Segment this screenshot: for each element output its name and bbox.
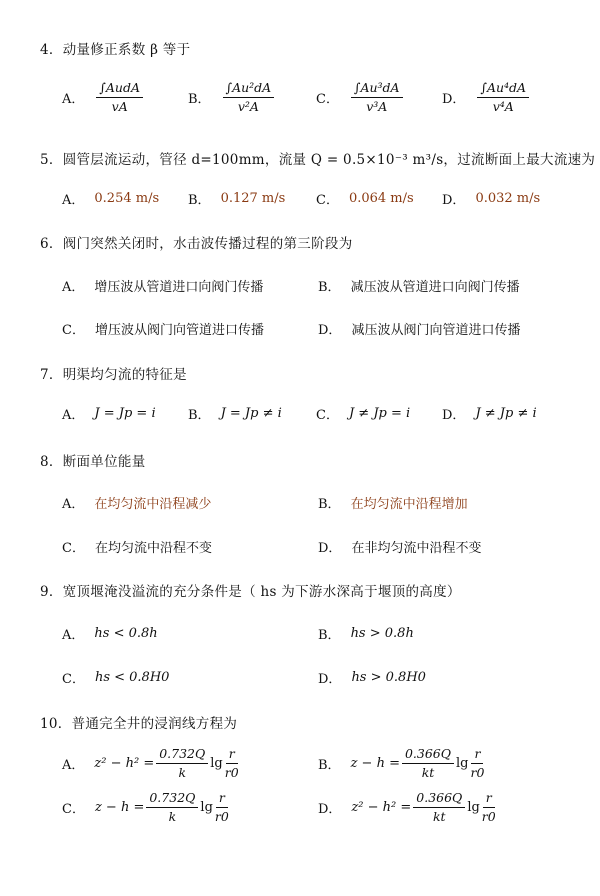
q7-option-b[interactable] (188, 404, 282, 423)
q6-option-c[interactable] (62, 319, 264, 338)
option-label: C． (316, 408, 339, 423)
q4-option-c[interactable] (316, 80, 405, 115)
option-label: B． (188, 92, 211, 107)
q5-option-c[interactable] (316, 189, 414, 208)
option-label: C． (316, 193, 339, 208)
q7-option-c[interactable] (316, 404, 410, 423)
option-formula: hs < 0.8H0 (94, 670, 170, 685)
formula-fraction: $\frac{\text{∫Au³dA}}{\text{v³A}}$ (351, 80, 403, 115)
option-label: A． (62, 497, 85, 512)
option-text: 0.127 m/s (220, 191, 286, 206)
formula-ratio: $\frac{r}{r0}$ (470, 746, 485, 780)
q5-option-b[interactable] (188, 189, 285, 208)
q9-option-b[interactable] (318, 624, 414, 643)
q6-option-a[interactable] (62, 276, 263, 295)
q8-option-b[interactable] (318, 493, 468, 512)
q6-option-d[interactable] (318, 319, 520, 338)
option-text: 减压波从管道进口向阀门传播 (350, 280, 520, 295)
option-label: B． (318, 758, 341, 773)
q10-option-d[interactable] (318, 790, 498, 825)
q6-option-b[interactable] (318, 276, 520, 295)
formula-lhs: z² − h² = (94, 756, 155, 771)
question-9-stem: 9．宽顶堰淹没溢流的充分条件是（ hs 为下游水深高于堰顶的高度） (40, 584, 461, 600)
option-label: A． (62, 280, 85, 295)
formula-fraction: $\frac{\text{∫Au²dA}}{\text{v²A}}$ (223, 80, 275, 115)
option-formula: J = Jp = i (94, 406, 156, 421)
option-label: D． (318, 672, 342, 687)
option-label: B． (318, 628, 341, 643)
formula-lhs: z² − h² = (351, 800, 412, 815)
option-label: D． (318, 541, 342, 556)
formula-fraction: $\frac{\text{∫AudA}}{vA}$ (96, 80, 143, 115)
question-10-stem: 10．普通完全井的浸润线方程为 (40, 716, 238, 732)
q10-option-c[interactable] (62, 790, 231, 825)
formula-ratio: $\frac{r}{r0}$ (481, 790, 496, 824)
option-text: 增压波从管道进口向阀门传播 (94, 280, 264, 295)
formula-lg: lg (467, 800, 480, 815)
option-text: 0.064 m/s (348, 191, 414, 206)
option-text: 增压波从阀门向管道进口传播 (94, 323, 264, 338)
q4-option-b[interactable] (188, 80, 276, 115)
q8-option-d[interactable] (318, 537, 481, 556)
option-text: 0.254 m/s (94, 191, 160, 206)
question-6-stem: 6．阀门突然关闭时，水击波传播过程的第三阶段为 (40, 236, 353, 252)
option-text: 在均匀流中沿程减少 (94, 497, 212, 512)
option-label: C． (316, 92, 339, 107)
formula-lg: lg (200, 800, 213, 815)
option-formula: hs > 0.8h (350, 626, 414, 641)
question-5-stem: 5．圆管层流运动，管径 d=100mm，流量 Q = 0.5×10⁻³ m³/s，过流断面上最大流速为 (40, 152, 596, 168)
option-label: B． (318, 280, 341, 295)
option-text: 在均匀流中沿程增加 (350, 497, 468, 512)
q10-option-b[interactable] (318, 746, 486, 781)
q8-option-c[interactable] (62, 537, 212, 556)
option-label: B． (188, 193, 211, 208)
option-label: D． (442, 408, 466, 423)
formula-fraction: $\frac{0.732Q}{k}$ (146, 790, 198, 825)
option-text: 在非均匀流中沿程不变 (351, 541, 482, 556)
q4-option-d[interactable] (442, 80, 531, 115)
q5-option-a[interactable] (62, 189, 159, 208)
option-formula: J ≠ Jp = i (348, 406, 411, 421)
formula-ratio: $\frac{r}{r0}$ (224, 746, 239, 780)
formula-fraction: $\frac{0.732Q}{k}$ (156, 746, 208, 781)
option-formula: J = Jp ≠ i (220, 406, 282, 421)
option-label: C． (62, 672, 85, 687)
option-label: A． (62, 92, 85, 107)
question-8-stem: 8．断面单位能量 (40, 454, 146, 470)
option-label: B． (188, 408, 211, 423)
q9-option-c[interactable] (62, 668, 169, 687)
q7-option-d[interactable] (442, 404, 537, 423)
option-label: C． (62, 323, 85, 338)
option-formula: J ≠ Jp ≠ i (475, 406, 537, 421)
formula-lhs: z − h = (350, 756, 400, 771)
option-label: D． (442, 92, 466, 107)
q7-option-a[interactable] (62, 404, 156, 423)
option-label: D． (318, 323, 342, 338)
question-4-stem: 4．动量修正系数 β 等于 (40, 42, 191, 58)
q8-option-a[interactable] (62, 493, 211, 512)
option-label: B． (318, 497, 341, 512)
option-label: D． (318, 802, 342, 817)
formula-lg: lg (210, 756, 223, 771)
option-text: 减压波从阀门向管道进口传播 (351, 323, 521, 338)
option-label: C． (62, 541, 85, 556)
formula-lg: lg (456, 756, 469, 771)
formula-fraction: $\frac{0.366Q}{kt}$ (402, 746, 454, 781)
q5-option-d[interactable] (442, 189, 540, 208)
question-7-stem: 7．明渠均匀流的特征是 (40, 367, 187, 383)
option-label: A． (62, 408, 85, 423)
option-label: D． (442, 193, 466, 208)
option-formula: hs > 0.8H0 (351, 670, 426, 685)
q9-option-a[interactable] (62, 624, 158, 643)
q4-option-a[interactable] (62, 80, 145, 115)
option-text: 0.032 m/s (475, 191, 541, 206)
option-label: A． (62, 193, 85, 208)
option-text: 在均匀流中沿程不变 (94, 541, 212, 556)
q9-option-d[interactable] (318, 668, 426, 687)
option-label: C． (62, 802, 85, 817)
option-label: A． (62, 758, 85, 773)
formula-lhs: z − h = (94, 800, 145, 815)
option-label: A． (62, 628, 85, 643)
formula-ratio: $\frac{r}{r0}$ (214, 790, 229, 824)
option-formula: hs < 0.8h (94, 626, 158, 641)
formula-fraction: $\frac{\text{∫Au⁴dA}}{\text{v⁴A}}$ (477, 80, 529, 115)
q10-option-a[interactable] (62, 746, 241, 781)
formula-fraction: $\frac{0.366Q}{kt}$ (413, 790, 465, 825)
